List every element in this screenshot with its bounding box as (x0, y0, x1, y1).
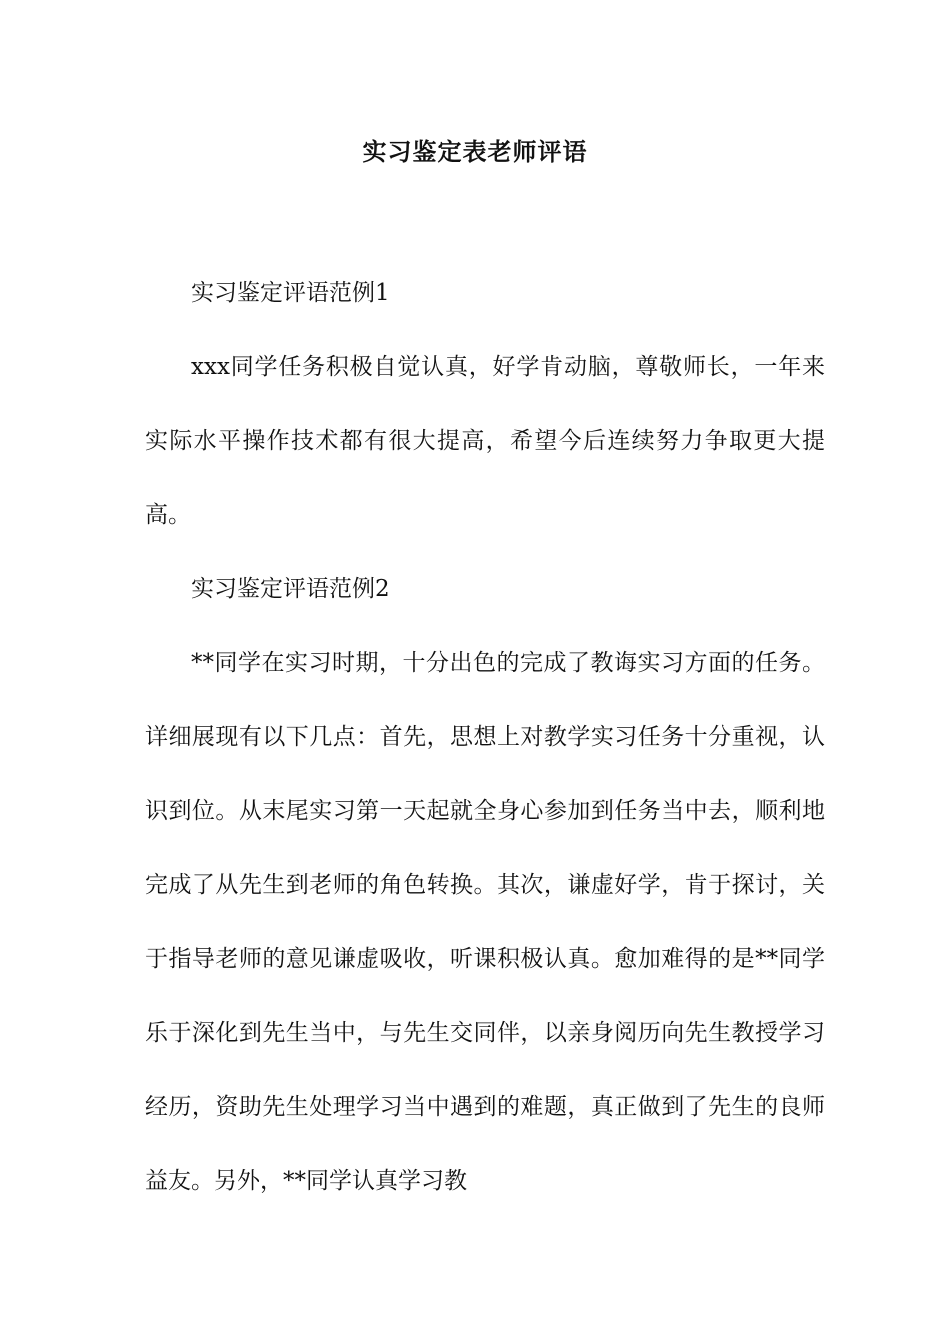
document-body (145, 256, 825, 1218)
paragraph-example-1: xxx同学任务积极自觉认真，好学肯动脑，尊敬师长，一年来实际水平操作技术都有很大提高，希望今后连续努力争取更大提高。 (145, 354, 825, 528)
heading-example-2: 实习鉴定评语范例2 (191, 576, 390, 602)
document-title: 实习鉴定表老师评语 (362, 137, 588, 166)
paragraph-example-2: **同学在实习时期，十分出色的完成了教诲实习方面的任务。详细展现有以下几点：首先，思想上对教学实习任务十分重视，认识到位。从末尾实习第一天起就全身心参加到任务当中去，顺利地完成了从先生到老师的角色转换。其次，谦虚好学，肯于探讨，关于指导老师的意见谦虚吸收，听课积极认真。愈加难得的是**同学乐于深化到先生当中，与先生交同伴，以亲身阅历向先生教授学习经历，资助先生处理学习当中遇到的难题，真正做到了先生的良师益友。另外，**同学认真学习教 (145, 650, 825, 1194)
heading-example-1: 实习鉴定评语范例1 (191, 280, 390, 306)
